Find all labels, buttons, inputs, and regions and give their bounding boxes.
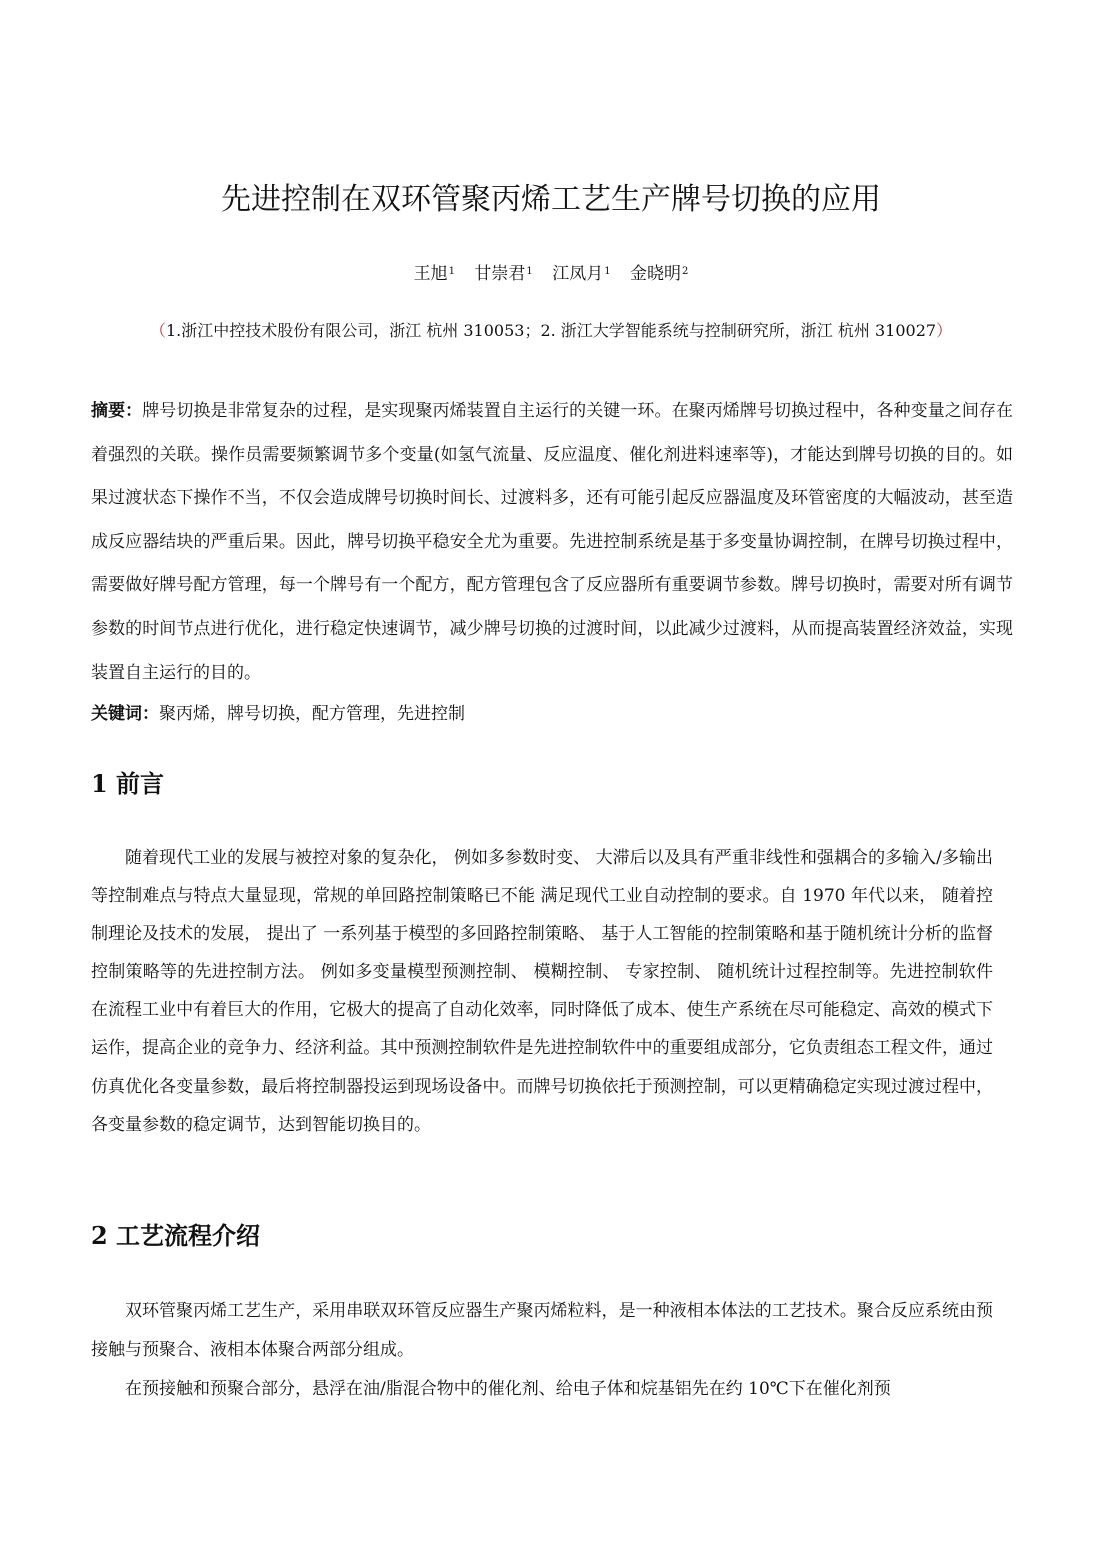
affiliation-close-paren: ） bbox=[936, 321, 953, 340]
author-affiliation-mark: 1 bbox=[448, 266, 456, 277]
author bbox=[552, 264, 624, 284]
author-name: 金晓明 bbox=[629, 264, 681, 284]
keywords-text: 聚丙烯，牌号切换，配方管理，先进控制 bbox=[159, 704, 465, 724]
abstract-text: 牌号切换是非常复杂的过程，是实现聚丙烯装置自主运行的关键一环。在聚丙烯牌号切换过程中，各种变量之间存在着强烈的关联。操作员需要频繁调节多个变量(如氢气流量、反应温度、催化剂进料速率等)，才能达到牌号切换的目的。如果过渡状态下操作不当，不仅会造成牌号切换时间长、过渡料多，还有可能引起反应器温度及环管密度的大幅波动，甚至造成反应器结块的严重后果。因此，牌号切换平稳安全尤为重要。先进控制系统是基于多变量协调控制，在牌号切换过程中，需要做好牌号配方管理，每一个牌号有一个配方，配方管理包含了反应器所有重要调节参数。牌号切换时，需要对所有调节参数的时间节点进行优化，进行稳定快速调节，减少牌号切换的过渡时间，以此减少过渡料，从而提高装置经济效益，实现装置自主运行的目的。 bbox=[91, 401, 1014, 683]
section-heading-introduction: 1 前言 bbox=[91, 769, 165, 798]
author-affiliation-mark: 1 bbox=[526, 266, 533, 277]
author bbox=[474, 264, 546, 284]
author-name: 江凤月 bbox=[552, 264, 604, 284]
abstract bbox=[91, 390, 1013, 695]
author-affiliation-mark: 1 bbox=[604, 266, 611, 277]
abstract-label: 摘要： bbox=[91, 401, 143, 421]
author-name: 甘崇君 bbox=[474, 264, 526, 284]
author-affiliation-mark: 2 bbox=[681, 266, 689, 277]
author-list bbox=[0, 259, 1102, 289]
paper-title: 先进控制在双环管聚丙烯工艺生产牌号切换的应用 bbox=[221, 182, 881, 217]
process-paragraph: 双环管聚丙烯工艺生产，采用串联双环管反应器生产聚丙烯粒料，是一种液相本体法的工艺技术。聚合反应系统由预接触与预聚合、液相本体聚合两部分组成。 bbox=[91, 1301, 993, 1360]
section-heading-process: 2 工艺流程介绍 bbox=[91, 1221, 261, 1250]
keywords-label: 关键词： bbox=[91, 704, 159, 724]
author-name: 王旭 bbox=[413, 264, 448, 284]
introduction-paragraph: 随着现代工业的发展与被控对象的复杂化， 例如多参数时变、 大滞后以及具有严重非线性和强耦合的多输入/多输出等控制难点与特点大量显现，常规的单回路控制策略已不能 满足现代工业自动控制的要求。自 1970 年代以来， 随着控制理论及技术的发展， 提出了 一系列基于模型的多回路控制策略、 基于人工智能的控制策略和基于随机统计分析的监督控制策略等的先进控制方法。 例如多变量模型预测控制、 模糊控制、 专家控制、 随机统计过程控制等。先进控制软件在流程工业中有着巨大的作用，它极大的提高了自动化效率，同时降低了成本、使生产系统在尽可能稳定、高效的模式下运作，提高企业的竞争力、经济利益。其中预测控制软件是先进控制软件中的重要组成部分，它负责组态工程文件，通过仿真优化各变量参数，最后将控制器投运到现场设备中。而牌号切换依托于预测控制，可以更精确稳定实现过渡过程中，各变量参数的稳定调节，达到智能切换目的。 bbox=[91, 848, 993, 1135]
affiliation-open-paren: （ bbox=[149, 321, 166, 340]
keywords bbox=[91, 696, 1013, 732]
process-paragraph-continued: 在预接触和预聚合部分，悬浮在油/脂混合物中的催化剂、给电子体和烷基铝先在约 10℃下在催化剂预 bbox=[125, 1379, 891, 1399]
affiliation-text: 1.浙江中控技术股份有限公司，浙江 杭州 310053；2. 浙江大学智能系统与控制研究所，浙江 杭州 310027 bbox=[165, 321, 937, 340]
author bbox=[414, 264, 469, 284]
author bbox=[630, 264, 688, 284]
affiliations bbox=[105, 309, 997, 353]
